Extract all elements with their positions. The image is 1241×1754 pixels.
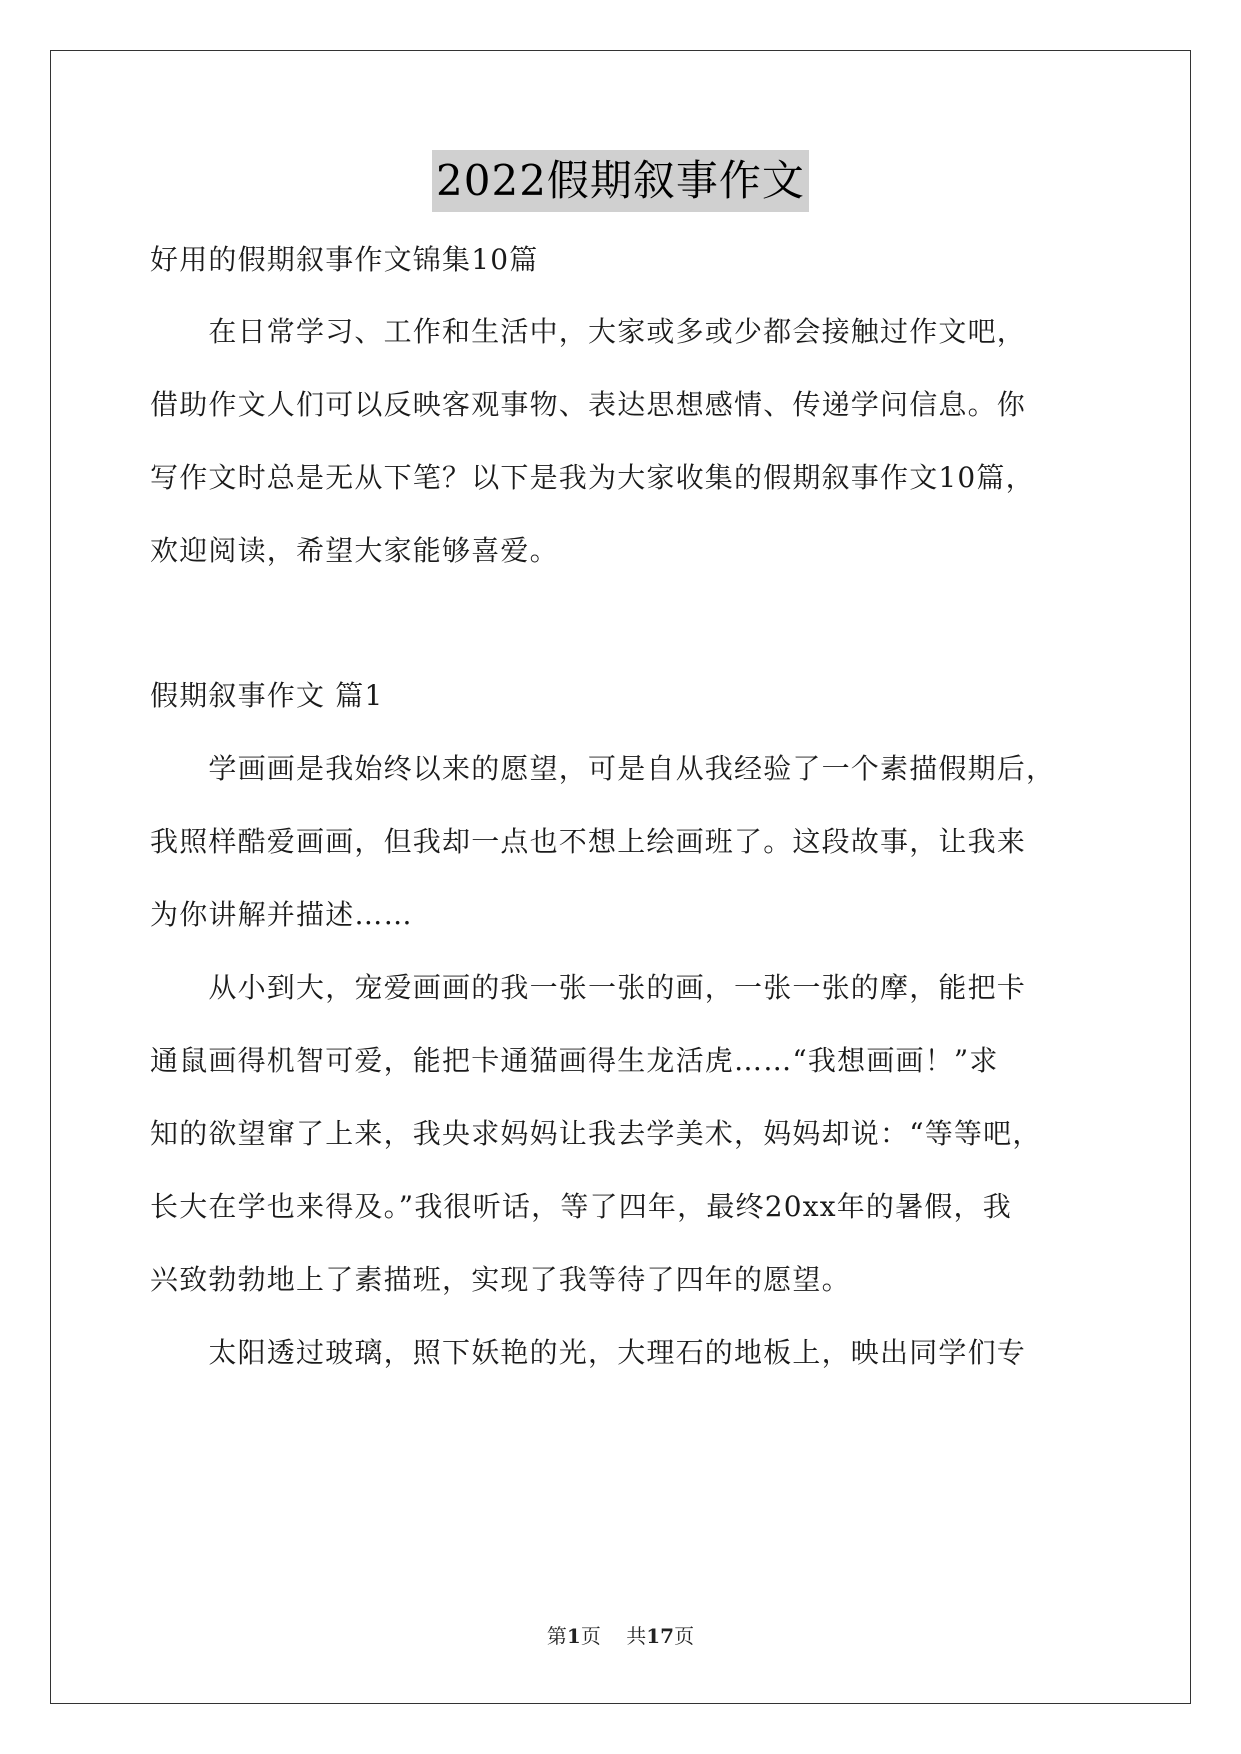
intro-line-4: 欢迎阅读，希望大家能够喜爱。 (150, 534, 559, 567)
footer-total-suffix: 页 (674, 1624, 695, 1648)
body-line-7: 长大在学也来得及。”我很听话，等了四年，最终20xx年的暑假，我 (150, 1190, 1012, 1223)
footer-total-pages: 17 (646, 1624, 675, 1648)
body-line-4: 从小到大，宠爱画画的我一张一张的画，一张一张的摩，能把卡 (150, 971, 1027, 1004)
body-line-6: 知的欲望窜了上来，我央求妈妈让我去学美术，妈妈却说：“等等吧， (150, 1117, 1042, 1150)
footer-page-number: 1 (566, 1624, 581, 1648)
footer-total-prefix: 共 (626, 1624, 647, 1648)
body-line-9: 太阳透过玻璃，照下妖艳的光，大理石的地板上，映出同学们专 (150, 1336, 1027, 1369)
body-line-5: 通鼠画得机智可爱，能把卡通猫画得生龙活虎……“我想画画！”求 (150, 1044, 999, 1077)
body-line-8: 兴致勃勃地上了素描班，实现了我等待了四年的愿望。 (150, 1263, 851, 1296)
footer-prefix: 第 (546, 1624, 567, 1648)
section-heading-1: 假期叙事作文 篇1 (150, 679, 384, 712)
footer-page-suffix: 页 (580, 1624, 601, 1648)
body-line-1: 学画画是我始终以来的愿望，可是自从我经验了一个素描假期后， (150, 752, 1056, 785)
document-title: 2022假期叙事作文 (432, 150, 809, 212)
title-container (0, 150, 1241, 212)
page-footer (0, 1622, 1241, 1650)
intro-line-3: 写作文时总是无从下笔？以下是我为大家收集的假期叙事作文10篇， (150, 461, 1035, 494)
intro-line-1: 在日常学习、工作和生活中，大家或多或少都会接触过作文吧， (150, 315, 1027, 348)
body-line-3: 为你讲解并描述…… (150, 898, 413, 931)
subtitle-line: 好用的假期叙事作文锦集10篇 (150, 243, 539, 276)
body-line-2: 我照样酷爱画画，但我却一点也不想上绘画班了。这段故事，让我来 (150, 825, 1027, 858)
page-border (50, 50, 1191, 1704)
intro-line-2: 借助作文人们可以反映客观事物、表达思想感情、传递学问信息。你 (150, 388, 1027, 421)
